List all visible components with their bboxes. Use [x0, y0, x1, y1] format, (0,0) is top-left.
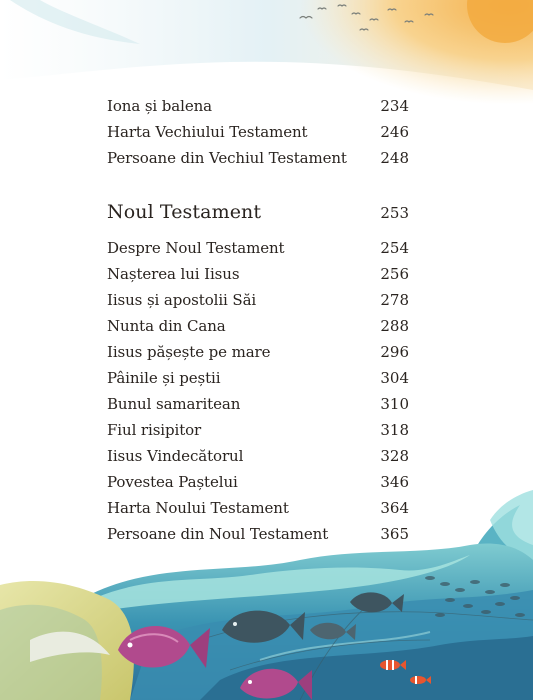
toc-entry-page: 234	[380, 97, 409, 115]
toc-entry-page: 364	[380, 499, 409, 517]
toc-entry-page: 346	[380, 473, 409, 491]
toc-entry-title: Persoane din Vechiul Testament	[107, 149, 347, 167]
toc-entry-title: Iisus și apostolii Săi	[107, 291, 257, 309]
toc-section-heading[interactable]	[107, 200, 409, 224]
section-title: Noul Testament	[107, 201, 262, 223]
toc-entry[interactable]	[107, 522, 409, 546]
toc-entry[interactable]	[107, 146, 409, 170]
toc-entry-page: 310	[380, 395, 409, 413]
toc-entry-title: Harta Vechiului Testament	[107, 123, 308, 141]
toc-entry-page: 328	[380, 447, 409, 465]
toc-entry-page: 288	[380, 317, 409, 335]
toc-entry[interactable]	[107, 366, 409, 390]
toc-entry[interactable]	[107, 262, 409, 286]
toc-entry-title: Nunta din Cana	[107, 317, 226, 335]
toc-entry-page: 248	[380, 149, 409, 167]
toc-entry-page: 278	[380, 291, 409, 309]
toc-entry-title: Iona și balena	[107, 97, 213, 115]
toc-entry[interactable]	[107, 496, 409, 520]
section-page: 253	[380, 204, 409, 222]
toc-entry[interactable]	[107, 288, 409, 312]
toc-entry-title: Nașterea lui Iisus	[107, 265, 240, 283]
toc-entry-page: 254	[380, 239, 409, 257]
toc-entry-title: Pâinile și peștii	[107, 369, 221, 387]
toc-entry[interactable]	[107, 392, 409, 416]
toc-entry-page: 304	[380, 369, 409, 387]
toc-entry-title: Bunul samaritean	[107, 395, 241, 413]
toc-entry-title: Povestea Paștelui	[107, 473, 238, 491]
toc-entry[interactable]	[107, 418, 409, 442]
toc-entry-page: 256	[380, 265, 409, 283]
toc-entry[interactable]	[107, 94, 409, 118]
toc-entry-title: Iisus pășește pe mare	[107, 343, 271, 361]
toc-entry-title: Harta Noului Testament	[107, 499, 289, 517]
toc-entry-page: 246	[380, 123, 409, 141]
toc-entry[interactable]	[107, 120, 409, 144]
toc-entry[interactable]	[107, 314, 409, 338]
toc-entry-title: Fiul risipitor	[107, 421, 202, 439]
toc-entry-title: Despre Noul Testament	[107, 239, 285, 257]
toc-entry-title: Iisus Vindecătorul	[107, 447, 244, 465]
toc-entry-page: 365	[380, 525, 409, 543]
toc-entry-page: 296	[380, 343, 409, 361]
toc-entry[interactable]	[107, 236, 409, 260]
toc-entry[interactable]	[107, 470, 409, 494]
toc-entry-title: Persoane din Noul Testament	[107, 525, 329, 543]
toc-entry[interactable]	[107, 444, 409, 468]
toc-entry-page: 318	[380, 421, 409, 439]
toc-entry[interactable]	[107, 340, 409, 364]
